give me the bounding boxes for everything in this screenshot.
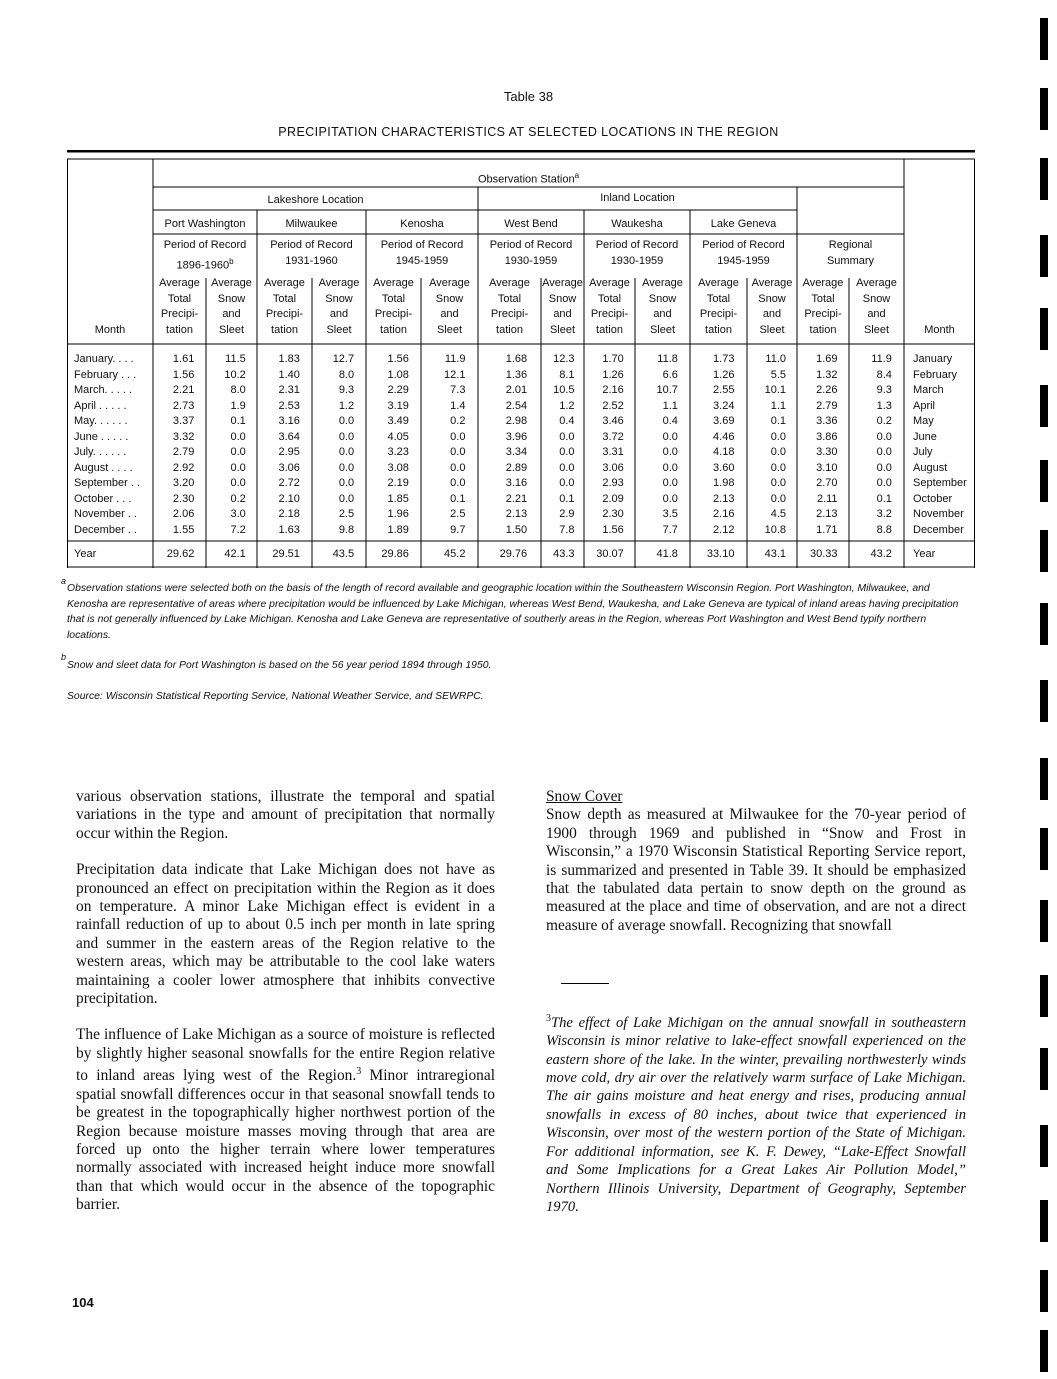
edge-mark: [1040, 18, 1048, 60]
snow-value: 0.0: [662, 461, 678, 474]
month-label: December . .: [74, 523, 137, 536]
precipitation-column-header: Average Total Precipi- tation: [589, 277, 630, 336]
precipitation-value: 1.26: [713, 368, 735, 381]
footnote-3: $^3$The effect of Lake Michigan on the annual snowfall in southeastern Wisconsin is minor relative to lake-effect snowfall experienced on the eastern shore of the lake. In the winter, prevailing northwesterly winds move cold, dry air over the relatively warm surface of Lake Michigan. The air gains moisture and heat energy and rises, producing annual snowfalls in excess of 80 inches, about twice that experienced in Wisconsin, over most of the western portion of the State of Michigan. For additional information, see K. F. Dewey, “Lake-Effect Snowfall and Some Implications for a Great Lakes Air Pollution Model,” Northern Illinois University, Department of Geography, September 1970.: [546, 1013, 966, 1215]
snow-value: 43.1: [764, 548, 786, 560]
snow-value: 1.4: [450, 399, 466, 412]
edge-mark: [1040, 900, 1048, 942]
footnote-a: Observation stations were selected both on the basis of the length of record available and geographic location within the Southeastern Wisconsin Region. Port Washington, Milwaukee, and Kenosha are representative of areas where precipitation would be influenced by Lake Michigan, whereas West Bend, Waukesha, and Lake Geneva are typical of inland areas having precipitation that is not generally influenced by Lake Michigan. Kenosha and Lake Geneva are representative of southerly areas in the Region, whereas Port Washington and West Bend typify northern locations.: [67, 583, 959, 641]
paragraph: Precipitation data indicate that Lake Michigan does not have as pronounced an effect on precipitation within the Region as it does on temperature. A minor Lake Michigan effect is evident in a rainfall reduction of up to about 0.5 inch per month in late spring and summer in the eastern areas of the Region relative to the western areas, which may be attributable to the cool lake waters maintaining a cooler lower atmosphere that inhibits convective precipitation.: [76, 861, 495, 1008]
precipitation-value: 1.63: [278, 523, 300, 536]
precipitation-column-header: Average Total Precipi- tation: [373, 277, 414, 336]
snow-value: 0.0: [559, 446, 575, 458]
snow-value: 1.9: [230, 399, 246, 412]
month-label: March. . . . .: [74, 384, 133, 396]
snow-value: 11.8: [657, 353, 678, 365]
inland-location-header: Inland Location: [600, 192, 675, 204]
precipitation-value: 2.13: [713, 492, 735, 505]
snow-value: 0.0: [230, 430, 246, 443]
snow-value: 0.0: [876, 430, 892, 443]
snow-value: 2.9: [559, 508, 575, 520]
period-header: Period of Record 1945-1959: [702, 239, 785, 267]
precipitation-value: 4.46: [713, 430, 735, 443]
edge-mark: [1040, 460, 1048, 502]
snow-value: 0.0: [559, 461, 575, 474]
snow-value: 10.7: [656, 384, 678, 396]
precipitation-value: 3.23: [387, 446, 409, 458]
precipitation-value: 2.21: [172, 384, 195, 396]
precipitation-value: 3.24: [713, 399, 735, 412]
precipitation-value: 3.32: [172, 430, 195, 443]
edge-mark: [1040, 828, 1048, 870]
month-label-right: Year: [913, 548, 936, 560]
snow-value: 7.3: [450, 384, 466, 396]
snow-value: 0.0: [338, 446, 355, 458]
month-label-right: September: [913, 477, 967, 489]
footnote-3-marker: 3: [546, 1013, 551, 1024]
snow-value: 0.0: [662, 477, 678, 489]
precipitation-value: 3.36: [816, 415, 838, 427]
station-name-header: West Bend: [504, 218, 558, 230]
precipitation-value: 1.26: [602, 368, 624, 381]
precipitation-column-header: Average Total Precipi- tation: [159, 277, 200, 336]
snow-value: 3.5: [662, 508, 678, 520]
precipitation-value: 2.26: [816, 384, 838, 396]
precipitation-value: 29.62: [166, 548, 195, 560]
snow-value: 9.8: [338, 523, 355, 536]
month-label: April . . . . .: [74, 399, 127, 412]
precipitation-value: 3.96: [505, 430, 528, 443]
edge-mark: [1040, 1200, 1048, 1242]
precipitation-value: 1.50: [505, 523, 528, 536]
precipitation-value: 3.06: [278, 461, 300, 474]
precipitation-value: 2.11: [816, 492, 838, 505]
snow-column-header: Average Snow and Sleet: [211, 277, 252, 336]
snow-value: 8.0: [230, 384, 246, 396]
precipitation-value: 2.98: [505, 415, 528, 427]
snow-value: 0.1: [559, 492, 575, 505]
precipitation-value: 2.92: [172, 461, 195, 474]
precipitation-table: [67, 150, 975, 568]
precipitation-value: 2.73: [172, 399, 195, 412]
snow-value: 0.2: [230, 492, 246, 505]
snow-value: 0.0: [662, 430, 678, 443]
precipitation-value: 2.30: [172, 492, 195, 505]
precipitation-value: 30.33: [810, 548, 838, 560]
section-heading: Snow Cover: [546, 788, 623, 805]
precipitation-value: 2.16: [602, 384, 624, 396]
footnote-divider: [561, 983, 609, 984]
precipitation-value: 2.21: [505, 492, 528, 505]
snow-value: 1.2: [338, 399, 355, 412]
snow-value: 12.1: [444, 368, 466, 381]
precipitation-value: 3.72: [602, 430, 624, 443]
table-title: PRECIPITATION CHARACTERISTICS AT SELECTED LOCATIONS IN THE REGION: [278, 125, 779, 139]
snow-value: 43.2: [870, 548, 892, 560]
month-label: January. . . .: [74, 353, 134, 365]
precipitation-value: 30.07: [596, 548, 624, 560]
period-header: Period of Record 1945-1959: [380, 239, 464, 267]
precipitation-value: 29.86: [381, 548, 409, 560]
snow-value: 7.2: [230, 523, 246, 536]
snow-value: 3.2: [876, 508, 892, 520]
snow-value: 5.5: [770, 368, 786, 381]
snow-value: 0.0: [230, 477, 246, 489]
edge-mark: [1040, 975, 1048, 1017]
precipitation-value: 3.31: [602, 446, 624, 458]
footnote-a-marker: a: [61, 576, 67, 586]
precipitation-value: 3.06: [602, 461, 624, 474]
snow-value: 0.0: [662, 492, 678, 505]
snow-value: 0.0: [338, 492, 355, 505]
precipitation-value: 2.09: [602, 492, 624, 505]
month-label-right: February: [913, 368, 958, 381]
snow-value: 10.8: [764, 523, 786, 536]
snow-column-header: Average Snow and Sleet: [642, 277, 683, 336]
snow-value: 9.3: [876, 384, 892, 396]
snow-value: 0.4: [662, 415, 678, 427]
month-label: October . . .: [74, 492, 132, 505]
snow-value: 42.1: [224, 548, 246, 560]
month-label-right: August: [913, 461, 948, 474]
precipitation-value: 2.19: [387, 477, 409, 489]
month-label-right: July: [913, 446, 933, 458]
snow-value: 10.5: [553, 384, 575, 396]
precipitation-column-header: Average Total Precipi- tation: [802, 277, 844, 336]
month-label: Year: [74, 548, 97, 560]
precipitation-value: 2.95: [278, 446, 300, 458]
precipitation-value: 1.71: [816, 523, 838, 536]
month-header-left: Month: [94, 324, 126, 336]
snow-value: 0.0: [450, 430, 466, 443]
snow-value: 0.0: [770, 492, 786, 505]
edge-mark: [1040, 235, 1048, 277]
station-name-header: Port Washington: [164, 218, 246, 230]
snow-column-header: Average Snow and Sleet: [542, 277, 583, 336]
precipitation-value: 1.98: [713, 477, 735, 489]
precipitation-value: 1.56: [602, 523, 624, 536]
precipitation-column-header: Average Total Precipi- tation: [264, 277, 305, 336]
precipitation-value: 2.93: [602, 477, 624, 489]
snow-value: 4.5: [770, 508, 786, 520]
snow-value: 8.4: [876, 368, 892, 381]
precipitation-value: 1.40: [278, 368, 300, 381]
snow-column-header: Average Snow and Sleet: [856, 277, 897, 336]
regional-summary-header: Regional Summary: [826, 239, 875, 267]
precipitation-value: 3.60: [713, 461, 735, 474]
edge-mark: [1040, 88, 1048, 130]
precipitation-value: 3.64: [278, 430, 300, 443]
precipitation-value: 1.61: [172, 353, 195, 365]
footnote-b: Snow and sleet data for Port Washington is based on the 56 year period 1894 through 1950.: [67, 660, 492, 671]
precipitation-value: 2.54: [505, 399, 528, 412]
precipitation-value: 29.76: [499, 548, 528, 560]
snow-value: 0.0: [450, 446, 466, 458]
snow-value: 8.8: [876, 523, 892, 536]
snow-column-header: Average Snow and Sleet: [751, 277, 793, 336]
snow-value: 43.3: [553, 548, 575, 560]
snow-value: 0.0: [662, 446, 678, 458]
precipitation-value: 1.73: [713, 353, 735, 365]
precipitation-value: 2.29: [387, 384, 409, 396]
precipitation-value: 2.16: [713, 508, 735, 520]
precipitation-value: 1.96: [387, 508, 409, 520]
precipitation-value: 1.08: [387, 368, 409, 381]
snow-value: 45.2: [444, 548, 466, 560]
snow-value: 0.0: [559, 477, 575, 489]
precipitation-value: 3.10: [816, 461, 838, 474]
observation-station-header: Observation Station$^a$: [477, 171, 580, 186]
precipitation-value: 2.52: [602, 399, 624, 412]
left-text-column: [76, 788, 495, 1233]
snow-value: 10.2: [224, 368, 246, 381]
edge-mark: [1040, 1330, 1048, 1372]
precipitation-value: 1.56: [387, 353, 409, 365]
snow-value: 0.0: [876, 446, 892, 458]
precipitation-value: 1.55: [172, 523, 195, 536]
precipitation-value: 2.55: [713, 384, 735, 396]
edge-mark: [1040, 603, 1048, 645]
period-header: Period of Record 1896-1960$^b$: [163, 239, 247, 272]
snow-column-header: Average Snow and Sleet: [429, 277, 470, 336]
period-header: Period of Record 1931-1960: [270, 239, 353, 267]
month-header-right: Month: [924, 324, 955, 336]
snow-value: 0.2: [450, 415, 466, 427]
precipitation-value: 33.10: [706, 548, 735, 560]
month-label-right: April: [913, 399, 936, 412]
precipitation-value: 2.13: [505, 508, 528, 520]
precipitation-value: 2.53: [278, 399, 300, 412]
precipitation-value: 1.83: [278, 353, 300, 365]
precipitation-value: 3.49: [387, 415, 409, 427]
footnote-b-marker: b: [61, 652, 67, 662]
snow-value: 8.0: [338, 368, 355, 381]
precipitation-value: 2.10: [278, 492, 300, 505]
precipitation-value: 1.89: [387, 523, 409, 536]
snow-value: 0.1: [230, 415, 246, 427]
snow-value: 0.0: [338, 415, 355, 427]
precipitation-value: 3.37: [172, 415, 195, 427]
precipitation-value: 2.89: [505, 461, 528, 474]
snow-value: 11.0: [765, 353, 786, 365]
snow-value: 43.5: [332, 548, 355, 560]
edge-mark: [1040, 385, 1048, 427]
snow-value: 12.7: [332, 353, 355, 365]
precipitation-value: 4.05: [387, 430, 409, 443]
snow-value: 0.0: [338, 461, 355, 474]
paragraph: Snow depth as measured at Milwaukee for the 70-year period of 1900 through 1969 and published in “Snow and Frost in Wisconsin,” a 1970 Wisconsin Statistical Reporting Service report, is summarized and presented in Table 39. It should be emphasized that the tabulated data pertain to snow depth on the ground as measured at the place and time of observation, and are not a direct measure of average snowfall. Recognizing that snowfall: [546, 806, 966, 934]
precipitation-value: 1.36: [505, 368, 528, 381]
edge-mark: [1040, 1270, 1048, 1312]
snow-value: 0.1: [876, 492, 892, 505]
period-header: Period of Record 1930-1959: [595, 239, 679, 267]
snow-value: 0.0: [770, 430, 786, 443]
month-label-right: December: [913, 523, 964, 536]
snow-value: 11.5: [225, 353, 246, 365]
precipitation-value: 3.69: [713, 415, 735, 427]
snow-value: 9.3: [338, 384, 355, 396]
precipitation-value: 3.30: [816, 446, 838, 458]
precipitation-value: 2.31: [278, 384, 300, 396]
month-label: July. . . . . .: [74, 446, 127, 458]
snow-value: 2.5: [338, 508, 355, 520]
footnote-reference: 3: [356, 1066, 362, 1078]
snow-value: 9.7: [450, 523, 466, 536]
precipitation-value: 2.01: [505, 384, 528, 396]
snow-value: 0.0: [230, 446, 246, 458]
station-name-header: Lake Geneva: [710, 218, 777, 230]
precipitation-value: 3.86: [816, 430, 838, 443]
snow-value: 0.0: [338, 477, 355, 489]
snow-value: 0.0: [450, 477, 466, 489]
month-label: May. . . . . .: [74, 415, 128, 427]
snow-value: 0.1: [450, 492, 466, 505]
precipitation-value: 3.16: [278, 415, 300, 427]
month-label: August . . . .: [74, 461, 133, 474]
precipitation-value: 2.06: [172, 508, 195, 520]
snow-value: 0.0: [770, 446, 786, 458]
month-label: February . . .: [74, 368, 137, 381]
month-label-right: March: [913, 384, 944, 396]
precipitation-value: 3.20: [172, 477, 195, 489]
table-number: Table 38: [503, 89, 554, 104]
precipitation-value: 3.08: [387, 461, 409, 474]
snow-value: 12.3: [553, 353, 575, 365]
snow-value: 0.0: [338, 430, 355, 443]
snow-column-header: Average Snow and Sleet: [318, 277, 360, 336]
station-name-header: Kenosha: [400, 218, 444, 230]
snow-value: 10.1: [764, 384, 786, 396]
snow-value: 0.0: [770, 477, 786, 489]
edge-mark: [1040, 308, 1048, 350]
snow-value: 0.0: [230, 461, 246, 474]
precipitation-value: 2.79: [816, 399, 838, 412]
precipitation-value: 3.34: [505, 446, 528, 458]
edge-mark: [1040, 1125, 1048, 1167]
precipitation-value: 1.68: [505, 353, 528, 365]
precipitation-value: 1.69: [816, 353, 838, 365]
snow-value: 1.3: [876, 399, 892, 412]
snow-value: 11.9: [444, 353, 466, 365]
snow-value: 0.0: [559, 430, 575, 443]
snow-value: 41.8: [656, 548, 678, 560]
precipitation-value: 2.79: [172, 446, 195, 458]
page-number: 104: [72, 1295, 94, 1310]
precipitation-value: 2.13: [816, 508, 838, 520]
snow-value: 1.1: [770, 399, 786, 412]
station-name-header: Waukesha: [611, 218, 663, 230]
precipitation-value: 2.18: [278, 508, 300, 520]
snow-value: 0.1: [770, 415, 786, 427]
lakeshore-location-header: Lakeshore Location: [267, 194, 364, 206]
edge-mark: [1040, 530, 1048, 572]
snow-value: 2.5: [450, 508, 466, 520]
table-source: Source: Wisconsin Statistical Reporting Service, National Weather Service, and SEWRPC.: [67, 691, 484, 702]
precipitation-value: 3.46: [602, 415, 624, 427]
snow-value: 8.1: [559, 368, 575, 381]
month-label: September . .: [74, 477, 141, 489]
precipitation-value: 2.70: [816, 477, 838, 489]
precipitation-value: 3.16: [505, 477, 528, 489]
snow-value: 1.2: [559, 399, 575, 412]
paragraph: various observation stations, illustrate the temporal and spatial variations in the type and amount of precipitation that normally occur within the Region.: [76, 788, 495, 842]
precipitation-value: 1.32: [816, 368, 838, 381]
precipitation-value: 2.72: [278, 477, 300, 489]
snow-value: 1.1: [662, 399, 678, 412]
month-label: June . . . . .: [74, 430, 129, 443]
snow-value: 0.4: [559, 415, 575, 427]
precipitation-value: 4.18: [713, 446, 735, 458]
snow-value: 7.7: [662, 523, 678, 536]
snow-value: 3.0: [230, 508, 246, 520]
snow-value: 6.6: [662, 368, 678, 381]
precipitation-value: 1.56: [172, 368, 195, 381]
snow-value: 0.0: [770, 461, 786, 474]
edge-mark: [1040, 1048, 1048, 1090]
edge-mark: [1040, 158, 1048, 200]
precipitation-value: 2.12: [713, 523, 735, 536]
precipitation-value: 2.30: [602, 508, 624, 520]
edge-mark: [1040, 758, 1048, 800]
month-label-right: June: [913, 430, 937, 443]
paragraph: The influence of Lake Michigan as a source of moisture is reflected by slightly higher seasonal snowfalls for the entire Region relative to inland areas lying west of the Region.$^3$ Minor intraregional spatial snowfall differences occur in that seasonal snowfall tends to be greatest in the topographically higher northwest portion of the Region because moisture masses moving through that area are forced up onto the higher terrain where lower temperatures normally associated with increased height induce more snowfall than that which would occur in the absence of the topographic barrier.: [76, 1026, 495, 1214]
snow-value: 0.0: [876, 477, 892, 489]
right-text-column: [546, 788, 966, 953]
snow-value: 7.8: [559, 523, 575, 536]
month-label: November . .: [74, 508, 137, 520]
month-label-right: January: [913, 353, 953, 365]
month-label-right: October: [913, 492, 953, 505]
snow-value: 0.0: [876, 461, 892, 474]
month-label-right: May: [913, 415, 934, 427]
snow-value: 11.9: [871, 353, 892, 365]
precipitation-value: 1.70: [602, 353, 624, 365]
month-label-right: November: [913, 508, 964, 520]
snow-value: 0.0: [450, 461, 466, 474]
edge-mark: [1040, 680, 1048, 722]
snow-value: 0.2: [876, 415, 892, 427]
precipitation-column-header: Average Total Precipi- tation: [489, 277, 530, 336]
station-name-header: Milwaukee: [285, 218, 338, 230]
precipitation-value: 29.51: [272, 548, 300, 560]
period-header: Period of Record 1930-1959: [489, 239, 573, 267]
precipitation-value: 3.19: [387, 399, 409, 412]
precipitation-column-header: Average Total Precipi- tation: [698, 277, 739, 336]
precipitation-value: 1.85: [387, 492, 409, 505]
